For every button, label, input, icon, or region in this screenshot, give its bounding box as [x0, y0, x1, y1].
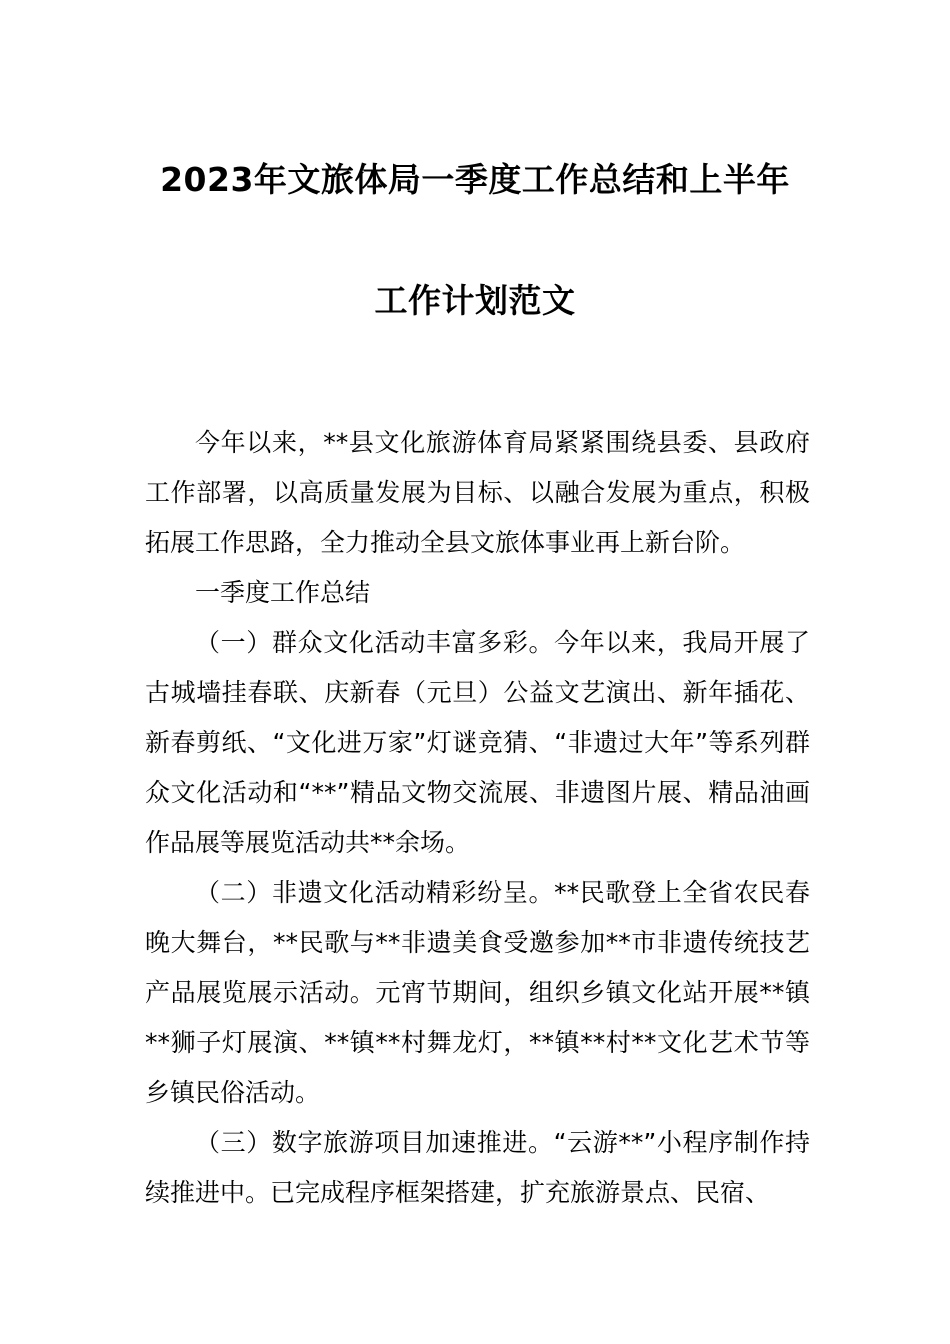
document-title-line-1: 2023年文旅体局一季度工作总结和上半年 — [160, 160, 790, 199]
document-title-line-2: 工作计划范文 — [374, 281, 576, 320]
section-heading: 一季度工作总结 — [195, 578, 371, 607]
document-body — [145, 418, 810, 1218]
item-paragraph-2: （二）非遗文化活动精彩纷呈。**民歌登上全省农民春晚大舞台，**民歌与**非遗美食受邀参加**市非遗传统技艺产品展览展示活动。元宵节期间，组织乡镇文化站开展**镇**狮子灯展演、**镇**村舞龙灯，**镇**村**文化艺术节等乡镇民俗活动。 — [145, 878, 810, 1107]
item-paragraph-3: （三）数字旅游项目加速推进。“云游**”小程序制作持续推进中。已完成程序框架搭建，扩充旅游景点、民宿、 — [145, 1128, 810, 1207]
item-paragraph-1: （一）群众文化活动丰富多彩。今年以来，我局开展了古城墙挂春联、庆新春（元旦）公益文艺演出、新年插花、新春剪纸、“文化进万家”灯谜竞猜、“非遗过大年”等系列群众文化活动和“**”精品文物交流展、非遗图片展、精品油画作品展等展览活动共**余场。 — [145, 628, 810, 857]
intro-paragraph: 今年以来，**县文化旅游体育局紧紧围绕县委、县政府工作部署，以高质量发展为目标、以融合发展为重点，积极拓展工作思路，全力推动全县文旅体事业再上新台阶。 — [145, 428, 810, 557]
